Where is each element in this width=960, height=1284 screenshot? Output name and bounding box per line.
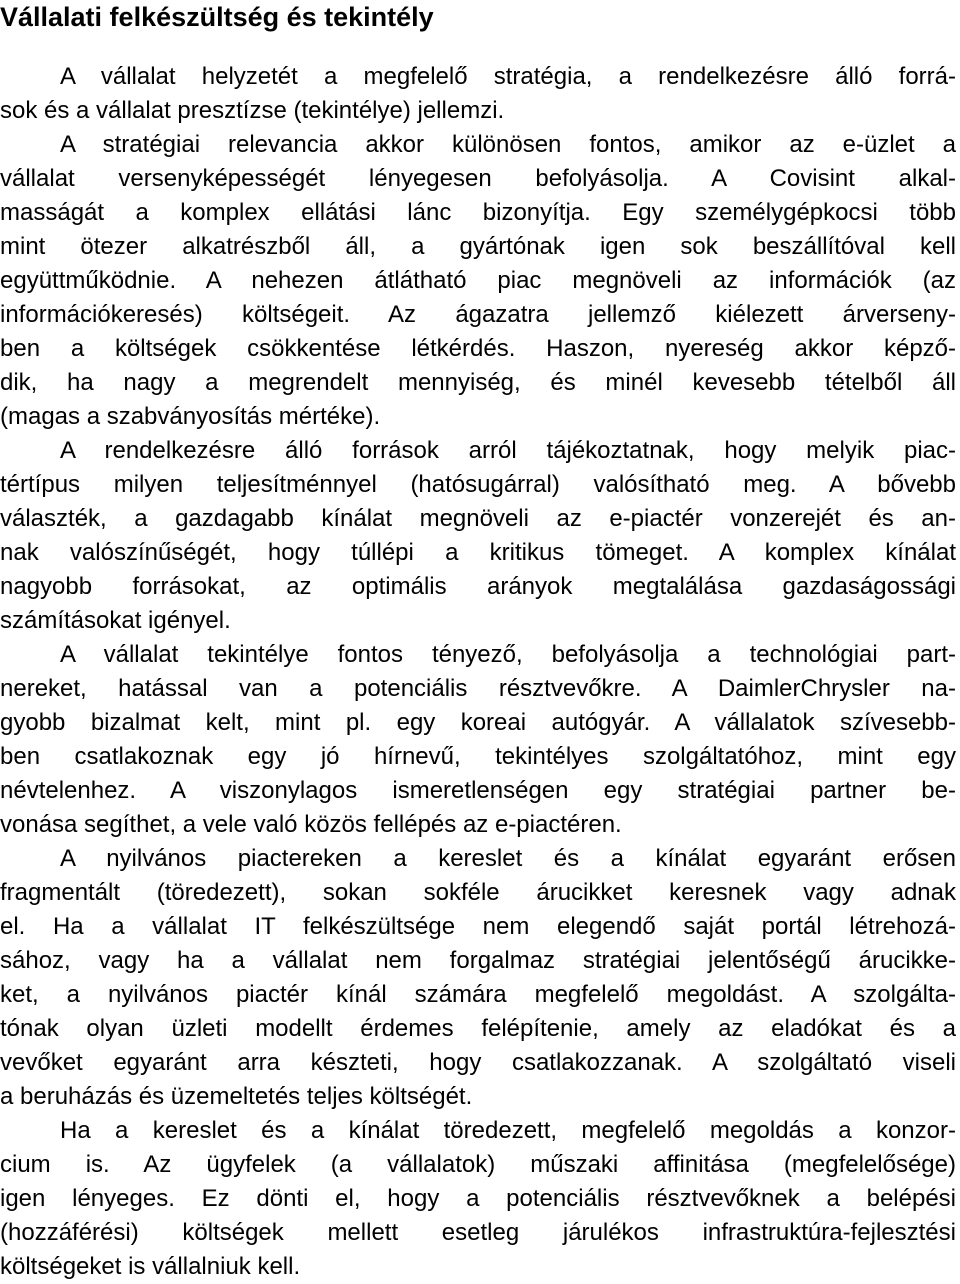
text-line: vonása segíthet, a vele való közös fellépés az e-piactéren. [0, 811, 622, 838]
text-line: tónak olyan üzleti modellt érdemes felépítenie, amely az eladókat és a [0, 1015, 956, 1042]
text-line: nagyobb forrásokat, az optimális arányok megtalálása gazdaságossági [0, 573, 956, 600]
text-line: fragmentált (töredezett), sokan sokféle árucikket keresnek vagy adnak [0, 879, 956, 906]
text-line: ket, a nyilvános piactér kínál számára megfelelő megoldást. A szolgálta- [0, 981, 956, 1008]
text-line: számításokat igényel. [0, 607, 231, 634]
text-line: A vállalat tekintélye fontos tényező, befolyásolja a technológiai part- [60, 641, 956, 668]
text-line: nak valószínűségét, hogy túllépi a kritikus tömeget. A komplex kínálat [0, 539, 956, 566]
text-line: vállalat versenyképességét lényegesen befolyásolja. A Covisint alkal- [0, 165, 956, 192]
text-line: igen lényeges. Ez dönti el, hogy a potenciális résztvevőknek a belépési [0, 1185, 956, 1212]
text-line: A vállalat helyzetét a megfelelő stratégia, a rendelkezésre álló forrá- [60, 63, 956, 90]
text-line: sok és a vállalat presztízse (tekintélye) jellemzi. [0, 97, 505, 124]
text-line: (hozzáférési) költségek mellett esetleg járulékos infrastruktúra-fejlesztési [0, 1219, 956, 1246]
text-line: költségeket is vállalniuk kell. [0, 1253, 301, 1280]
text-line: névtelenhez. A viszonylagos ismeretlenségen egy stratégiai partner be- [0, 777, 956, 804]
text-line: gyobb bizalmat kelt, mint pl. egy koreai autógyár. A vállalatok szívesebb- [0, 709, 956, 736]
text-line: Ha a kereslet és a kínálat töredezett, megfelelő megoldás a konzor- [60, 1117, 956, 1144]
text-line: A rendelkezésre álló források arról tájékoztatnak, hogy melyik piac- [60, 437, 956, 464]
text-line: ben a költségek csökkentése létkérdés. Haszon, nyereség akkor képző- [0, 335, 956, 362]
text-line: ben csatlakoznak egy jó hírnevű, tekintélyes szolgáltatóhoz, mint egy [0, 743, 956, 770]
text-line: együttműködnie. A nehezen átlátható piac megnöveli az információk (az [0, 267, 956, 294]
text-line: választék, a gazdagabb kínálat megnöveli az e-piactér vonzerejét és an- [0, 505, 956, 532]
text-line: A nyilvános piactereken a kereslet és a kínálat egyaránt erősen [60, 845, 956, 872]
body-text [0, 60, 960, 1284]
text-line: vevőket egyaránt arra készteti, hogy csatlakozzanak. A szolgáltató viseli [0, 1049, 956, 1076]
text-line: mint ötezer alkatrészből áll, a gyártónak igen sok beszállítóval kell [0, 233, 956, 260]
text-line: információkeresés) költségeit. Az ágazatra jellemző kiélezett árverseny- [0, 301, 956, 328]
text-line: A stratégiai relevancia akkor különösen fontos, amikor az e-üzlet a [60, 131, 956, 158]
text-line: a beruházás és üzemeltetés teljes költségét. [0, 1083, 473, 1110]
text-line: cium is. Az ügyfelek (a vállalatok) műszaki affinitása (megfelelősége) [0, 1151, 956, 1178]
text-line: masságát a komplex ellátási lánc bizonyítja. Egy személygépkocsi több [0, 199, 956, 226]
text-line: tértípus milyen teljesítménnyel (hatósugárral) valósítható meg. A bővebb [0, 471, 956, 498]
text-line: nereket, hatással van a potenciális résztvevőkre. A DaimlerChrysler na- [0, 675, 956, 702]
text-line: dik, ha nagy a megrendelt mennyiség, és minél kevesebb tételből áll [0, 369, 956, 396]
text-line: (magas a szabványosítás mértéke). [0, 403, 381, 430]
text-line: sához, vagy ha a vállalat nem forgalmaz stratégiai jelentőségű árucikke- [0, 947, 956, 974]
text-line: el. Ha a vállalat IT felkészültsége nem elegendő saját portál létrehozá- [0, 913, 956, 940]
section-heading: Vállalati felkészültség és tekintély [0, 2, 434, 32]
